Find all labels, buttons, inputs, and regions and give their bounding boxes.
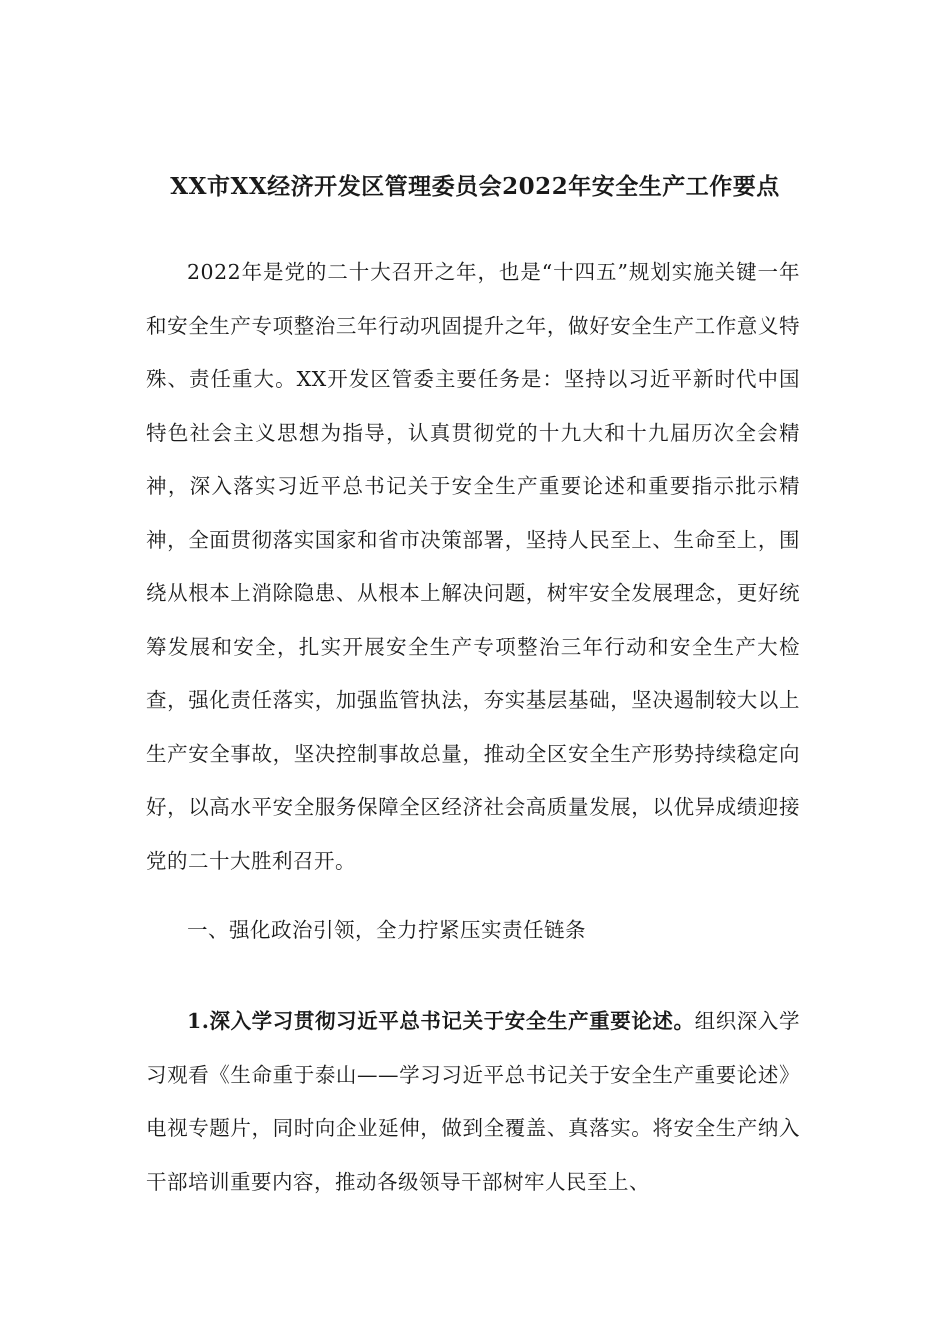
item-1-body: 组织深入学习观看《生命重于泰山——学习习近平总书记关于安全生产重要论述》电视专题片，同时向企业延伸，做到全覆盖、真落实。将安全生产纳入干部培训重要内容，推动各级领导干部树牢人民至上、 (146, 1009, 800, 1194)
section-heading-1: 一、强化政治引领，全力拧紧压实责任链条 (187, 918, 586, 942)
document-title: XX市XX经济开发区管理委员会2022年安全生产工作要点 (170, 173, 780, 200)
item-paragraph-1 (146, 995, 800, 1209)
intro-paragraph: 2022年是党的二十大召开之年，也是“十四五”规划实施关键一年和安全生产专项整治三年行动巩固提升之年，做好安全生产工作意义特殊、责任重大。XX开发区管委主要任务是：坚持以习近平新时代中国特色社会主义思想为指导，认真贯彻党的十九大和十九届历次全会精神，深入落实习近平总书记关于安全生产重要论述和重要指示批示精神，全面贯彻落实国家和省市决策部署，坚持人民至上、生命至上，围绕从根本上消除隐患、从根本上解决问题，树牢安全发展理念，更好统筹发展和安全，扎实开展安全生产专项整治三年行动和安全生产大检查，强化责任落实，加强监管执法，夯实基层基础，坚决遏制较大以上生产安全事故，坚决控制事故总量，推动全区安全生产形势持续稳定向好，以高水平安全服务保障全区经济社会高质量发展，以优异成绩迎接党的二十大胜利召开。 (146, 260, 800, 873)
item-1-lead: 1.深入学习贯彻习近平总书记关于安全生产重要论述。 (187, 1009, 695, 1033)
